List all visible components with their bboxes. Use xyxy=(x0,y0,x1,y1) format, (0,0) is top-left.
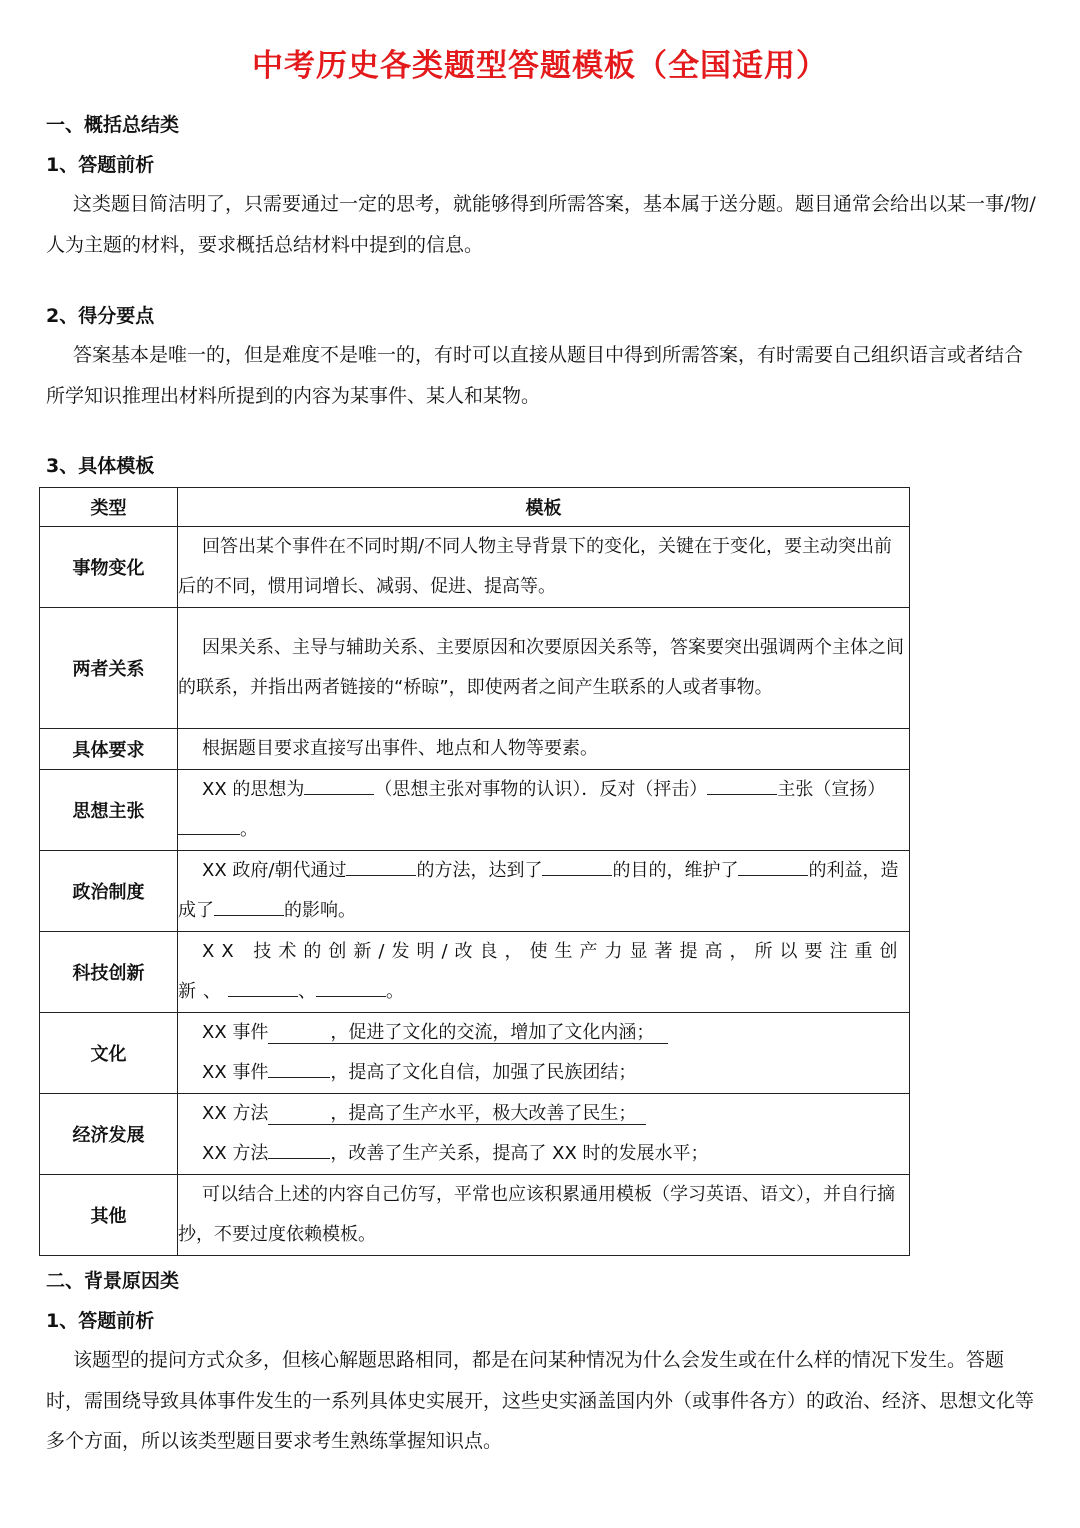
table-row xyxy=(40,770,910,851)
header-template: 模板 xyxy=(178,488,910,527)
row-text: 根据题目要求直接写出事件、地点和人物等要素。 xyxy=(202,738,598,759)
row-text: XX 的思想为 xyxy=(202,779,305,800)
row-type: 经济发展 xyxy=(40,1094,178,1175)
row-type: 事物变化 xyxy=(40,527,178,608)
row-text: （思想主张对事物的认识）．反对（抨击） xyxy=(374,779,708,800)
fill-blank xyxy=(178,812,240,835)
row-text: 。 xyxy=(240,819,258,840)
row-text: XX 事件 xyxy=(202,1022,269,1043)
table-row xyxy=(40,729,910,770)
header-type: 类型 xyxy=(40,488,178,527)
template-line xyxy=(178,1094,909,1134)
table-header-row xyxy=(40,488,910,527)
section-1-sub1-paragraph xyxy=(46,184,1036,265)
paragraph-text: 答案基本是唯一的，但是难度不是唯一的，有时可以直接从题目中得到所需答案，有时需要自己组织语言或者结合所学知识推理出材料所提到的内容为某事件、某人和某物。 xyxy=(46,344,1024,407)
row-template xyxy=(178,932,910,1013)
template-line xyxy=(178,1134,909,1174)
row-text: 的影响。 xyxy=(284,900,356,921)
section-2-sub1-heading: 1、答题前析 xyxy=(46,1310,155,1332)
section-1-sub3-heading: 3、具体模板 xyxy=(46,455,155,477)
paragraph-text: 这类题目简洁明了，只需要通过一定的思考，就能够得到所需答案，基本属于送分题。题目通常会给出以某一事/物/人为主题的材料，要求概括总结材料中提到的信息。 xyxy=(46,193,1036,256)
fill-blank xyxy=(304,772,374,795)
fill-blank xyxy=(316,974,386,997)
row-template xyxy=(178,729,910,770)
row-text: XX 政府/朝代通过 xyxy=(202,860,347,881)
table-row xyxy=(40,1175,910,1256)
table-row xyxy=(40,1013,910,1094)
row-text: 的目的，维护了 xyxy=(612,860,739,881)
row-text: 可以结合上述的内容自己仿写，平常也应该积累通用模板（学习英语、语文），并自行摘抄，不要过度依赖模板。 xyxy=(178,1184,895,1245)
row-text: ，改善了生产关系，提高了 XX 时的发展水平； xyxy=(330,1143,709,1164)
section-1-sub1-heading: 1、答题前析 xyxy=(46,154,155,176)
paragraph-text: 该题型的提问方式众多，但核心解题思路相同，都是在问某种情况为什么会发生或在什么样的情况下发生。答题时，需围绕导致具体事件发生的一系列具体史实展开，这些史实涵盖国内外（或事件各方）的政治、经济、思想文化等多个方面，所以该类型题目要求考生熟练掌握知识点。 xyxy=(46,1349,1035,1452)
row-text: XX 方法 xyxy=(202,1103,269,1124)
page-title: 中考历史各类题型答题模板（全国适用） xyxy=(252,48,828,84)
fill-blank xyxy=(346,853,416,876)
row-type: 科技创新 xyxy=(40,932,178,1013)
row-template xyxy=(178,608,910,729)
row-text: 因果关系、主导与辅助关系、主要原因和次要原因关系等，答案要突出强调两个主体之间的联系，并指出两者链接的“桥晾”，即使两者之间产生联系的人或者事物。 xyxy=(178,637,904,698)
underlined-text xyxy=(268,1022,668,1044)
row-type: 具体要求 xyxy=(40,729,178,770)
fill-blank xyxy=(268,1136,330,1159)
template-line xyxy=(178,1013,909,1053)
row-template xyxy=(178,1175,910,1256)
row-text: 、 xyxy=(298,981,316,1002)
section-2-heading: 二、背景原因类 xyxy=(46,1270,180,1292)
row-text: 主张（宣扬） xyxy=(777,779,886,800)
fill-blank xyxy=(268,1055,330,1078)
table-row xyxy=(40,932,910,1013)
fill-blank xyxy=(228,974,298,997)
row-text: 的方法，达到了 xyxy=(416,860,543,881)
fill-blank xyxy=(542,853,612,876)
row-type: 思想主张 xyxy=(40,770,178,851)
row-type: 文化 xyxy=(40,1013,178,1094)
table-row xyxy=(40,608,910,729)
row-template xyxy=(178,1094,910,1175)
row-template xyxy=(178,527,910,608)
section-1-sub2-heading: 2、得分要点 xyxy=(46,305,155,327)
row-template xyxy=(178,1013,910,1094)
section-1-sub2-paragraph xyxy=(46,335,1036,416)
fill-blank xyxy=(738,853,808,876)
fill-blank xyxy=(707,772,777,795)
row-text: 回答出某个事件在不同时期/不同人物主导背景下的变化，关键在于变化，要主动突出前后的不同，惯用词增长、减弱、促进、提高等。 xyxy=(178,536,893,597)
row-text: ，促进了文化的交流，增加了文化内涵； xyxy=(330,1022,655,1043)
row-text: 。 xyxy=(386,981,404,1002)
row-text: ，提高了文化自信，加强了民族团结； xyxy=(330,1062,637,1083)
fill-blank xyxy=(214,893,284,916)
section-2-sub1-paragraph xyxy=(46,1340,1036,1462)
row-text: 的利益，造成了 xyxy=(178,860,899,921)
row-text: XX 事件 xyxy=(202,1062,269,1083)
table-row xyxy=(40,1094,910,1175)
table-row xyxy=(40,527,910,608)
row-text: XX 方法 xyxy=(202,1143,269,1164)
template-line xyxy=(178,1053,909,1093)
row-template xyxy=(178,851,910,932)
template-table xyxy=(39,487,910,1256)
row-type: 其他 xyxy=(40,1175,178,1256)
table-row xyxy=(40,851,910,932)
underlined-text xyxy=(268,1103,646,1125)
row-type: 两者关系 xyxy=(40,608,178,729)
section-1-heading: 一、概括总结类 xyxy=(46,114,180,136)
row-template xyxy=(178,770,910,851)
row-type: 政治制度 xyxy=(40,851,178,932)
row-text: XX 技术的创新/发明/改良，使生产力显著提高，所以要注重创新、 xyxy=(178,941,905,1002)
row-text: ，提高了生产水平，极大改善了民生； xyxy=(330,1103,637,1124)
